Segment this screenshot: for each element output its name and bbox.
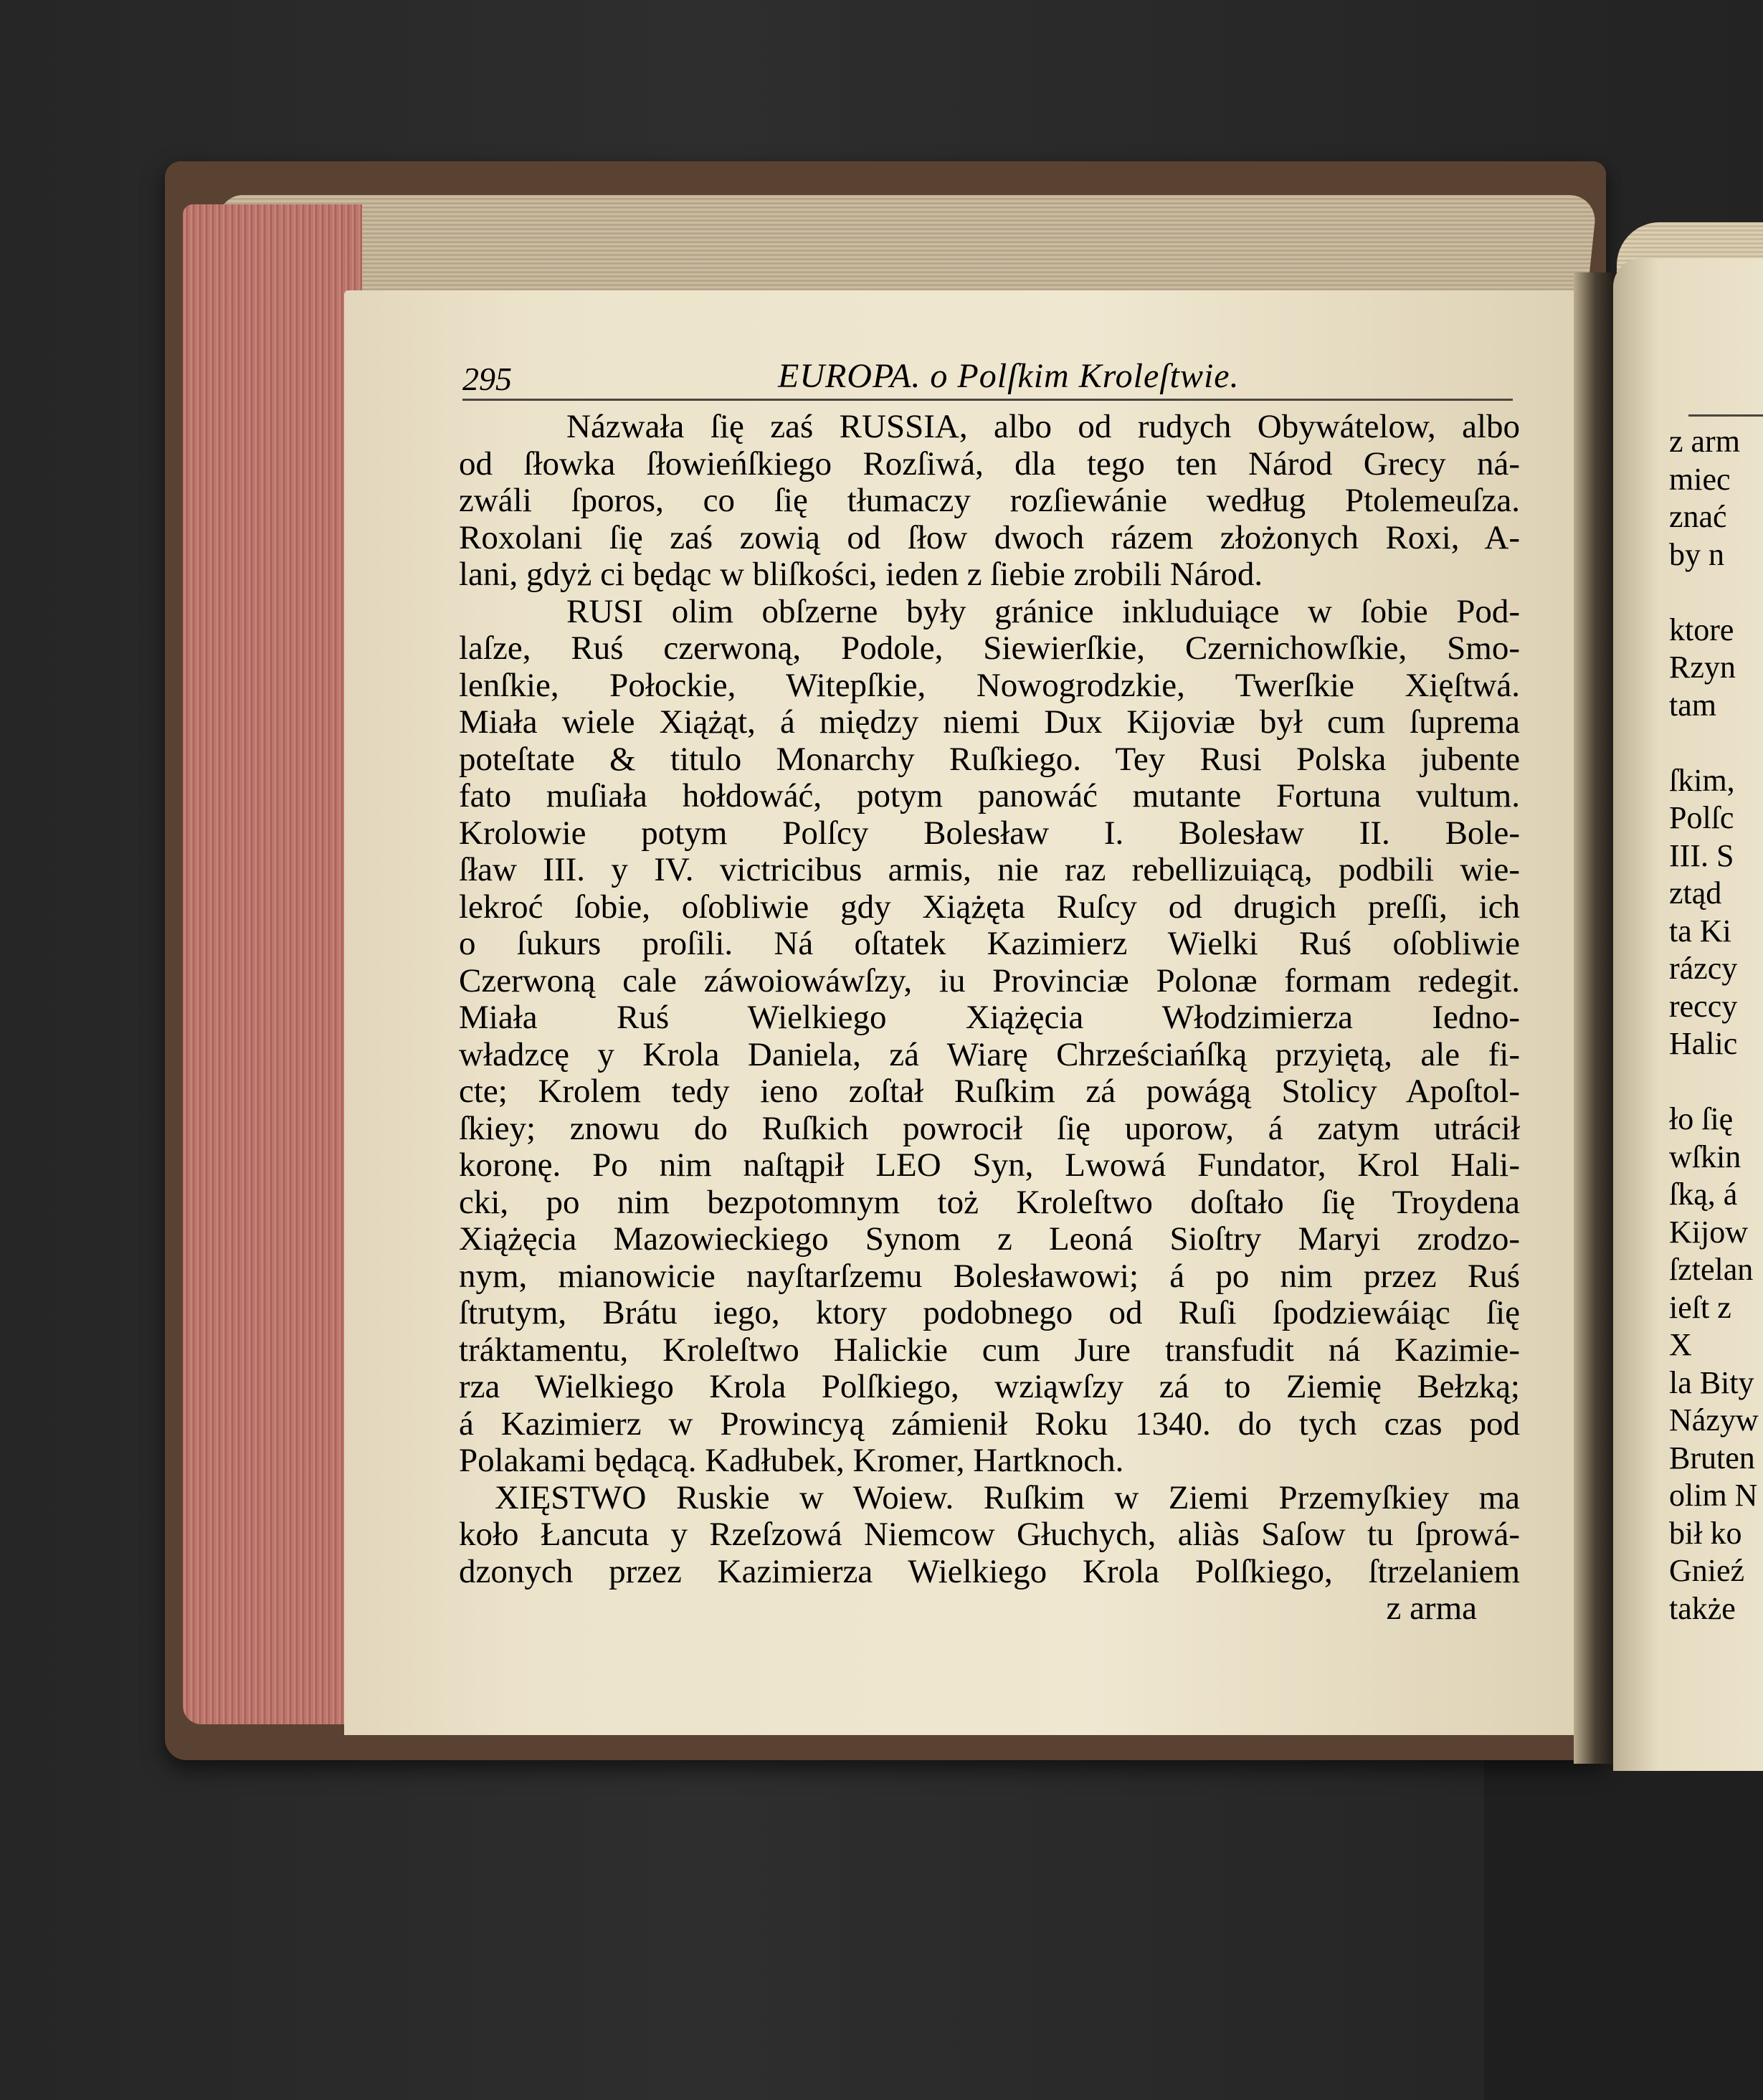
right-page-line: la Bity — [1669, 1364, 1754, 1400]
right-page-line: także — [1669, 1590, 1736, 1626]
text-line: Názwała ſię zaś RUSSIA, albo od rudych Obywátelow, albo — [566, 408, 1520, 445]
text-line: cte; Krolem tedy ieno zoſtał Ruſkim zá powágą Stolicy Apoſtol- — [459, 1073, 1520, 1110]
right-page-line: ſkim, — [1669, 762, 1735, 798]
right-page-line: olim N — [1669, 1478, 1758, 1513]
right-page-line: ſztelan — [1669, 1252, 1754, 1287]
text-line: RUSI olim obſzerne były gránice inkluduiące w ſobie Pod- — [566, 592, 1520, 630]
right-page-line: rázcy — [1669, 951, 1738, 986]
right-page-line: reccy — [1669, 988, 1738, 1024]
text-line: lekroć ſobie, oſobliwie gdy Xiążęta Ruſcy od drugich preſſi, ich — [459, 888, 1520, 926]
scan-board — [1484, 1721, 1763, 2100]
text-line: poteſtate & titulo Monarchy Ruſkiego. Tey Rusi Polska jubente — [459, 740, 1520, 778]
text-line: ſtrutym, Brátu iego, ktory podobnego od Ruſi ſpodziewáiąc ſię — [459, 1294, 1520, 1331]
text-line: władzcę y Krola Daniela, zá Wiarę Chrześciańſką przyiętą, ale fi- — [459, 1035, 1520, 1073]
header-rule — [462, 399, 1513, 401]
right-page-line: ta Ki — [1669, 913, 1731, 949]
right-page-line: X — [1669, 1327, 1692, 1362]
text-line: XIĘSTWO Ruskie w Woiew. Ruſkim w Ziemi Przemyſkiey ma — [495, 1478, 1520, 1516]
right-page-line: z arm — [1669, 424, 1740, 459]
right-page-line: III. S — [1669, 837, 1734, 873]
right-page-line: miec — [1669, 461, 1731, 497]
right-page-line: ieſt z — [1669, 1289, 1731, 1325]
body-text — [459, 409, 1520, 1628]
text-line: od ſłowka ſłowieńſkiego Rozſiwá, dla tego ten Národ Grecy ná- — [459, 445, 1520, 483]
right-page-line: ztąd — [1669, 875, 1722, 911]
text-line: koronę. Po nim naſtąpił LEO Syn, Lwowá Fundator, Krol Hali- — [459, 1146, 1520, 1184]
text-line: fato muſiała hołdowáć, potym panowáć mutante Fortuna vultum. — [459, 777, 1520, 814]
right-page-line: ło ſię — [1669, 1101, 1734, 1136]
text-line: koło Łancuta y Rzeſzowá Niemcow Głuchych, aliàs Saſow tu ſprowá- — [459, 1516, 1520, 1553]
text-line: tráktamentu, Kroleſtwo Halickie cum Jure transfudit ná Kazimie- — [459, 1331, 1520, 1369]
text-line: Roxolani ſię zaś zowią od ſłow dwoch rázem złożonych Roxi, A- — [459, 518, 1520, 556]
running-head: EUROPA. o Polſkim Kroleſtwie. — [778, 357, 1240, 395]
text-line: o ſukurs proſili. Ná oſtatek Kazimierz Wielki Ruś oſobliwie — [459, 925, 1520, 962]
right-page-line: ſką, á — [1669, 1177, 1738, 1212]
right-page-line: ktore — [1669, 612, 1734, 647]
page-number: 295 — [462, 361, 512, 397]
text-line: Czerwoną cale záwoiowáwſzy, iu Provinciæ Polonæ formam redegit. — [459, 961, 1520, 999]
text-line: lenſkie, Połockie, Witepſkie, Nowogrodzkie, Twerſkie Xięſtwá. — [459, 666, 1520, 704]
right-page-line: Gnieź — [1669, 1553, 1745, 1588]
text-line: Xiążęcia Mazowieckiego Synom z Leoná Sioſtry Maryi zrodzo- — [459, 1220, 1520, 1258]
text-line: ſław III. y IV. victricibus armis, nie raz rebellizuiącą, podbili wie- — [459, 851, 1520, 888]
text-line: dzonych przez Kazimierza Wielkiego Krola Polſkiego, ſtrzelaniem — [459, 1552, 1520, 1590]
text-line: rza Wielkiego Krola Polſkiego, wziąwſzy zá to Ziemię Bełzką; — [459, 1368, 1520, 1405]
right-page-line: by n — [1669, 536, 1724, 572]
text-line: zwáli ſporos, co ſię tłumaczy rozſiewánie według Ptolemeuſza. — [459, 482, 1520, 519]
text-line: Krolowie potym Polſcy Bolesław I. Bolesław II. Bole- — [459, 814, 1520, 852]
right-page-line: Polſc — [1669, 800, 1734, 835]
text-line: nym, mianowicie nayſtarſzemu Bolesławowi; á po nim przez Ruś — [459, 1257, 1520, 1295]
right-page-rule — [1688, 414, 1763, 417]
right-page-line: Rzyn — [1669, 650, 1736, 685]
catchword: z arma — [1386, 1590, 1477, 1627]
text-line: Miała wiele Xiążąt, á między niemi Dux Kijoviæ był cum ſuprema — [459, 703, 1520, 741]
right-page-line: wſkin — [1669, 1139, 1741, 1174]
text-line: á Kazimierz w Prowincyą zámienił Roku 1340. do tych czas pod — [459, 1405, 1520, 1443]
page-block-fore-edge — [183, 204, 362, 1724]
right-page-line: bił ko — [1669, 1515, 1742, 1551]
right-page-line: Bruten — [1669, 1440, 1755, 1476]
right-page-line: tam — [1669, 687, 1716, 723]
text-line: lani, gdyż ci będąc w bliſkości, ieden z ſiebie zrobili Národ. — [459, 556, 1263, 593]
right-page-line: Kijow — [1669, 1214, 1748, 1250]
right-page-line: Halic — [1669, 1026, 1738, 1061]
text-line: cki, po nim bezpotomnym toż Kroleſtwo doſtało ſię Troydena — [459, 1183, 1520, 1221]
book-gutter — [1574, 272, 1617, 1764]
text-line: ſkiey; znowu do Ruſkich powrocił ſię uporow, á zatym utrácił — [459, 1109, 1520, 1147]
right-page-line: znać — [1669, 499, 1727, 534]
right-page-line: Názyw — [1669, 1402, 1759, 1438]
text-line: Miała Ruś Wielkiego Xiążęcia Włodzimierza Iedno- — [459, 999, 1520, 1036]
text-line: laſze, Ruś czerwoną, Podole, Siewierſkie, Czernichowſkie, Smo- — [459, 629, 1520, 667]
text-line: Polakami będącą. Kadłubek, Kromer, Hartknoch. — [459, 1442, 1124, 1479]
